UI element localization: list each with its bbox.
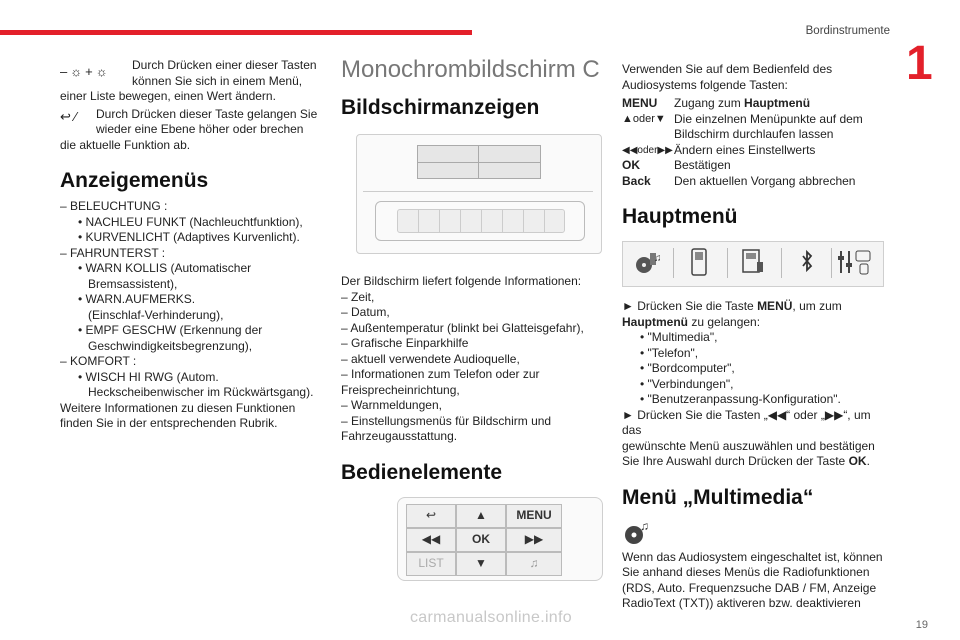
page-heading: Monochrombildschirm C [341, 56, 600, 83]
heading-anzeigemenus: Anzeigemenüs [60, 169, 209, 192]
key-row [622, 112, 887, 143]
chapter-number: 1 [906, 37, 933, 90]
back-icon: ↩ ⁄ [60, 108, 77, 124]
vent-slats [397, 209, 565, 233]
info-item: – Grafische Einparkhilfe [341, 336, 469, 350]
press-select-text: ► Drücken Sie die Tasten „◀◀“ oder „▶▶“, um das [622, 407, 871, 437]
key-row [622, 96, 887, 112]
multimedia-text: Wenn das Audiosystem eingeschaltet ist, können [622, 549, 883, 564]
column-1 [60, 58, 325, 432]
watermark: carmanualsonline.info [410, 609, 572, 626]
info-item: – Informationen zum Telefon oder zur [341, 367, 540, 381]
main-menu-item: • "Bordcomputer", [640, 361, 735, 375]
list-key: LIST [406, 552, 456, 576]
key-row [622, 158, 887, 174]
key-label: ▲oder▼ [622, 112, 666, 125]
back-icon: ↩ [406, 504, 456, 528]
minus-plus-brightness-icons: –☼+☼ [60, 64, 111, 79]
keys-intro: Verwenden Sie auf dem Bedienfeld des Audiosystems folgende Tasten: [622, 62, 833, 92]
intro-text-2b: die aktuelle Funktion ab. [60, 137, 191, 152]
menu-line: Heckscheibenwischer im Rückwärtsgang). [88, 385, 314, 399]
music-note-icon: ♫ [506, 552, 562, 576]
multimedia-icon [629, 248, 665, 276]
menu-line: • KURVENLICHT (Adaptives Kurvenlicht). [78, 230, 300, 244]
menu-line: Geschwindigkeitsbegrenzung), [88, 338, 253, 353]
main-menu-item: • "Multimedia", [640, 330, 718, 344]
info-item: – Datum, [341, 305, 390, 319]
page-number: 19 [915, 619, 928, 631]
down-arrow-icon: ▼ [456, 552, 506, 576]
forward-icon: ▶▶ [506, 528, 562, 552]
info-item: – Einstellungsmenüs für Bildschirm und [341, 413, 552, 428]
menu-line: finden Sie in der entsprechenden Rubrik. [60, 416, 278, 430]
menu-line: Weitere Informationen zu diesen Funktionen [60, 400, 296, 415]
info-item: – Außentemperatur (blinkt bei Glatteisgefahr), [341, 320, 584, 335]
info-item: – Zeit, [341, 289, 375, 304]
menu-line: – BELEUCHTUNG : [60, 199, 168, 213]
main-menu-bar-illustration [622, 241, 884, 287]
info-item: Fahrzeugausstattung. [341, 429, 458, 443]
main-menu-item: • "Benutzeranpassung-Konfiguration". [640, 392, 841, 406]
column-3 [622, 62, 887, 612]
info-item: – aktuell verwendete Audioquelle, [341, 351, 520, 366]
menu-line: – FAHRUNTERST : [60, 245, 166, 260]
multimedia-text: (RDS, Auto. Frequenzsuche DAB / FM, Anzeige [622, 580, 877, 595]
key-row [622, 174, 887, 190]
menu-line: – KOMFORT : [60, 354, 137, 368]
display-illustration [356, 134, 602, 254]
press-select-text: Sie Ihre Auswahl durch Drücken der Taste OK. [622, 454, 870, 468]
trip-computer-icon [735, 248, 771, 276]
screen-panel [417, 145, 541, 179]
column-2 [341, 56, 601, 581]
settings-sliders-icon [837, 248, 873, 276]
menu-line: • NACHLEU FUNKT (Nachleuchtfunktion), [78, 214, 303, 229]
press-menu-text: ► Drücken Sie die Taste MENÜ, um zum [622, 299, 842, 313]
key-label: MENU [622, 96, 658, 110]
heading-menu-multimedia: Menü „Multimedia“ [622, 485, 814, 509]
intro-text-1b: einer Liste bewegen, einen Wert ändern. [60, 89, 276, 103]
key-label: OK [622, 158, 640, 172]
bluetooth-icon [789, 248, 825, 276]
menu-line: (Einschlaf-Verhinderung), [88, 307, 224, 322]
menu-line: • EMPF GESCHW (Erkennung der [78, 323, 263, 337]
multimedia-icon [622, 518, 887, 550]
heading-bedienelemente: Bedienelemente [341, 460, 503, 484]
key-desc: Bildschirm durchlaufen lassen [674, 127, 834, 141]
key-desc: Den aktuellen Vorgang abbrechen [674, 173, 856, 188]
info-item: Freisprecheinrichtung, [341, 382, 460, 397]
key-row [622, 143, 887, 159]
heading-hauptmenu: Hauptmenü [622, 205, 738, 228]
key-desc-bold: Hauptmenü [744, 96, 811, 110]
menu-key: MENU [506, 504, 562, 528]
menu-line: • WARN KOLLIS (Automatischer [78, 261, 252, 275]
intro-text-2: Durch Drücken dieser Taste gelangen Sie wieder eine Ebene höher oder brechen [96, 106, 318, 136]
main-menu-item: • "Verbindungen", [640, 376, 734, 391]
svg-text:♫: ♫ [640, 518, 649, 533]
key-label: ◀◀oder▶▶ [622, 144, 673, 156]
key-desc: Zugang zum [674, 96, 745, 110]
header-accent-bar [0, 30, 472, 35]
multimedia-text: RadioText (TXT)) aktiveren bzw. deaktivieren [622, 596, 861, 610]
key-desc: Die einzelnen Menüpunkte auf dem [674, 111, 863, 126]
key-desc: Ändern eines Einstellwerts [674, 142, 816, 157]
multimedia-text: Sie anhand dieses Menüs die Radiofunktionen [622, 565, 870, 579]
main-menu-item: • "Telefon", [640, 345, 699, 360]
info-item: – Warnmeldungen, [341, 398, 442, 412]
press-select-text: gewünschte Menü auszuwählen und bestätigen [622, 438, 875, 453]
control-panel-illustration [397, 497, 603, 581]
up-arrow-icon: ▲ [456, 504, 506, 528]
intro-text-1: Durch Drücken einer dieser Tasten können Sie sich in einem Menü, [132, 58, 317, 88]
info-intro: Der Bildschirm liefert folgende Informationen: [341, 274, 582, 288]
menu-line: • WARN.AUFMERKS. [78, 292, 196, 306]
menu-line: Bremsassistent), [88, 276, 178, 291]
menu-line: • WISCH HI RWG (Autom. [78, 369, 219, 384]
ok-key: OK [456, 528, 506, 552]
key-desc: Bestätigen [674, 158, 731, 172]
key-label: Back [622, 173, 651, 188]
press-menu-text-2: Hauptmenü zu gelangen: [622, 314, 761, 329]
svg-text:♫: ♫ [654, 253, 662, 264]
phone-icon [681, 248, 717, 276]
section-title: Bordinstrumente [805, 25, 890, 37]
rewind-icon: ◀◀ [406, 528, 456, 552]
heading-bildschirmanzeigen: Bildschirmanzeigen [341, 96, 540, 119]
